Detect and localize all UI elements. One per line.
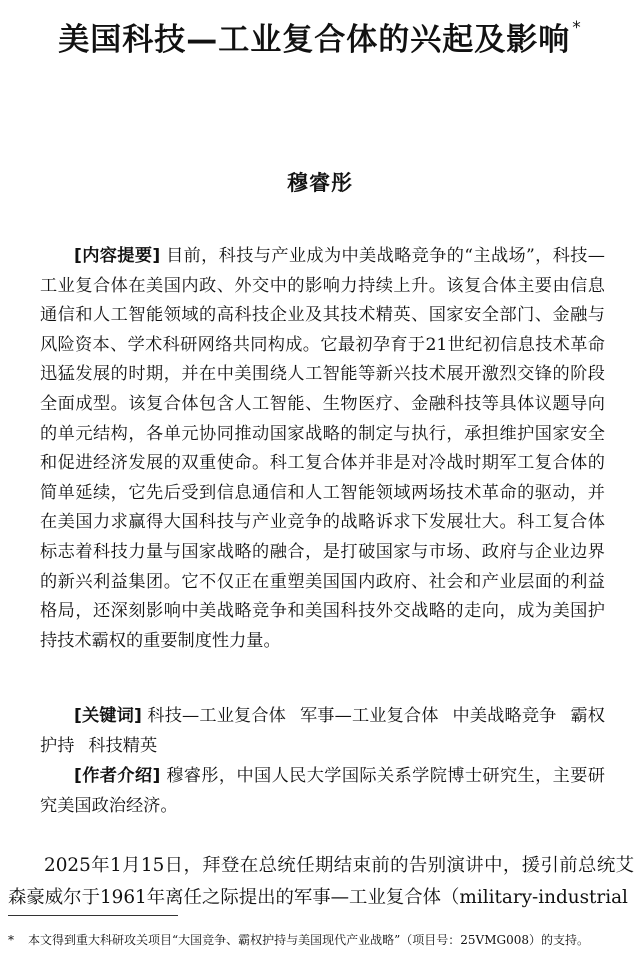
footnote bbox=[8, 931, 634, 949]
body-paragraph: 2025年1月15日，拜登在总统任期结束前的告别演讲中，援引前总统艾森豪威尔于1961年离任之际提出的军事—工业复合体（military-industrial bbox=[8, 855, 634, 908]
author-intro-section bbox=[40, 762, 605, 821]
footnote-divider bbox=[8, 915, 178, 916]
keyword: 科技—工业复合体 bbox=[147, 706, 286, 726]
author-intro-label: [作者介绍] bbox=[74, 766, 161, 786]
abstract-text: 目前，科技与产业成为中美战略竞争的“主战场”，科技—工业复合体在美国内政、外交中的影响力持续上升。该复合体主要由信息通信和人工智能领域的高科技企业及其技术精英、国家安全部门、金融与风险资本、学术科研网络共同构成。它最初孕育于21世纪初信息技术革命迅猛发展的时期，并在中美围绕人工智能等新兴技术展开激烈交锋的阶段全面成型。该复合体包含人工智能、生物医疗、金融科技等具体议题导向的单元结构，各单元协同推动国家战略的制定与执行，承担维护国家安全和促进经济发展的双重使命。科工复合体并非是对冷战时期军工复合体的简单延续，它先后受到信息通信和人工智能领域两场技术革命的驱动，并在美国力求赢得大国科技与产业竞争的战略诉求下发展壮大。科工复合体标志着科技力量与国家战略的融合，是打破国家与市场、政府与企业边界的新兴利益集团。它不仅正在重塑美国国内政府、社会和产业层面的利益格局，还深刻影响中美战略竞争和美国科技外交战略的走向，成为美国护持技术霸权的重要制度性力量。 bbox=[40, 246, 605, 651]
footnote-text: 本文得到重大科研攻关项目“大国竞争、霸权护持与美国现代产业战略”（项目号：25VMG008）的支持。 bbox=[28, 933, 589, 947]
author-name: 穆睿彤 bbox=[287, 171, 353, 195]
title-footnote-mark: * bbox=[572, 17, 582, 38]
footnote-mark: * bbox=[8, 933, 14, 947]
article-title-text: 美国科技—工业复合体的兴起及影响 bbox=[58, 22, 571, 58]
author-intro-text: 穆睿彤，中国人民大学国际关系学院博士研究生，主要研究美国政治经济。 bbox=[40, 766, 605, 816]
keywords-label: [关键词] bbox=[74, 706, 142, 726]
keyword: 中美战略竞争 bbox=[452, 706, 557, 726]
keyword: 霸权护持 bbox=[40, 706, 605, 756]
abstract-label: [内容提要] bbox=[74, 246, 161, 266]
article-title bbox=[0, 14, 640, 59]
keyword: 科技精英 bbox=[88, 735, 158, 756]
keywords-section bbox=[40, 702, 605, 761]
abstract-section bbox=[40, 242, 605, 656]
keyword: 军事—工业复合体 bbox=[299, 706, 439, 726]
